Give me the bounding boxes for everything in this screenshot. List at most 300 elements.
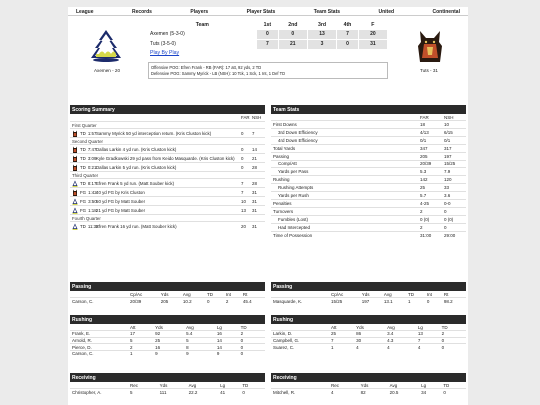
stat-value: 0 (240, 389, 265, 396)
final-score: 31 (358, 39, 387, 49)
stat-col-header: Avg (389, 382, 398, 388)
stat-col-header: Att (130, 324, 136, 330)
play-type: TD (80, 223, 86, 229)
stat-far: 4/13 (418, 128, 442, 136)
table-row (70, 350, 265, 357)
stat-nsh: 197 (442, 152, 466, 160)
team-stat-row (271, 121, 466, 129)
stat-col-header: Avg (383, 291, 392, 297)
linescore-final-header: F (371, 22, 375, 28)
stat-value: 2 (239, 331, 265, 338)
stat-nsh: 0 (0) (442, 215, 466, 223)
stat-value: 5 (128, 337, 153, 344)
stat-col-header: Int (225, 291, 231, 297)
stat-value: 9 (215, 350, 239, 357)
passing-header: Passing (70, 282, 265, 291)
team-stats-col-headers (271, 114, 466, 121)
stat-label: Yards per Rush (271, 192, 418, 200)
play-type: TD (80, 164, 86, 170)
team-stat-row (271, 152, 466, 160)
player-name[interactable]: Suarez, C. (271, 344, 329, 351)
play-type: FG (80, 189, 87, 195)
receiving-header: Receiving (271, 373, 466, 382)
linescore-q2-header: 2nd (288, 22, 298, 28)
stat-value: 1 (329, 344, 354, 351)
scoring-summary-body (70, 114, 265, 230)
play-time (80, 190, 96, 195)
stat-far: 18 (418, 121, 442, 129)
stat-value: 9 (184, 350, 215, 357)
stat-col-header: Rec (130, 382, 139, 388)
col-header-far: FAR (420, 114, 429, 120)
stat-nsh: 3.6 (442, 192, 466, 200)
rushing-table (271, 324, 466, 350)
quarter-score: 3 (307, 39, 336, 49)
score-nsh: 7 (252, 130, 255, 136)
scoreboard (68, 16, 468, 94)
team-stat-row (271, 176, 466, 184)
stat-value: 86 (354, 331, 385, 338)
team-stat-row (271, 223, 466, 231)
stat-value: 0 (440, 344, 466, 351)
stat-col-header: Lg (220, 382, 226, 388)
player-of-game-box (148, 62, 388, 79)
stat-value: 1 (406, 298, 425, 305)
stat-label: Had Intercepted (271, 223, 418, 231)
stat-label: Penalties (271, 200, 418, 208)
play-description: Efren Frank 5 yd run. (Matt Souber kick) (96, 180, 175, 186)
stat-col-header: Rt (242, 291, 248, 297)
linescore-team-header: Team (195, 22, 209, 29)
table-header-row (70, 324, 265, 331)
stat-value: 9 (153, 350, 184, 357)
stat-value: 15/25 (329, 298, 360, 305)
play-time (80, 181, 96, 186)
stat-value: 25 (329, 331, 354, 338)
player-name[interactable]: Masquarde, K. (271, 298, 329, 305)
stat-value: 82 (359, 389, 388, 396)
nav-continental[interactable]: Continental (432, 9, 460, 15)
nav-records[interactable]: Records (131, 9, 152, 15)
stat-value: 10.2 (181, 298, 205, 305)
play-clock: 11:32 (87, 223, 99, 229)
stat-far: 4-25 (418, 200, 442, 208)
team-stat-row (271, 168, 466, 176)
stat-col-header: Cp/Ac (130, 291, 143, 297)
table-row (271, 389, 466, 396)
play-description: 21 yd FG by Matt Souber (96, 207, 146, 213)
receiving-table (271, 382, 466, 395)
play-description: Dallas Larkin 5 yd run. (Kris Cluston kick) (96, 164, 177, 170)
score-nsh: 31 (252, 223, 257, 229)
final-score: 20 (358, 30, 387, 40)
stat-value: 2 (440, 331, 466, 338)
player-col-header (70, 291, 128, 298)
stat-value: 14 (215, 344, 239, 351)
play-time (80, 199, 96, 204)
stat-value: 1 (128, 350, 153, 357)
team-stats (271, 105, 466, 239)
nav-players[interactable]: Players (190, 9, 209, 15)
stat-value: 7 (329, 337, 354, 344)
stat-far: 0 (0) (418, 215, 442, 223)
player-name[interactable]: Mitchell, R. (271, 389, 329, 396)
table-row (271, 331, 466, 338)
stat-far: 20/39 (418, 160, 442, 168)
stat-col-header: Avg (387, 324, 395, 330)
stat-value: 13 (416, 331, 440, 338)
stat-far: 142 (418, 176, 442, 184)
team-stat-row (271, 136, 466, 144)
stat-col-header: TD (408, 291, 414, 297)
score-nsh: 21 (252, 155, 257, 161)
stat-value: 13.1 (382, 298, 406, 305)
quarter-score: 13 (307, 30, 336, 40)
play-type: FG (80, 207, 87, 213)
scoring-summary-header: Scoring Summary (70, 105, 265, 114)
play-clock: 1:57 (87, 130, 97, 136)
stat-value: 4.3 (385, 337, 416, 344)
passing-table (70, 291, 265, 304)
stat-value: 92 (153, 331, 184, 338)
receiving-away (70, 373, 265, 395)
stat-label: Rushing Attempts (271, 184, 418, 192)
away-team-score-label: Axemen - 20 (93, 68, 121, 73)
play-description: Kyle Gradkowski 29 yd pass from Keido Masquarde. (Kris Cluston kick) (96, 155, 235, 161)
stat-label: Comp/Att (271, 160, 418, 168)
play-description: Sammy Myrick 50 yd interception return. (Kris Cluston kick) (96, 130, 212, 136)
play-clock: 8:17 (87, 180, 97, 186)
team-stat-row (271, 160, 466, 168)
player-col-header (271, 324, 329, 331)
score-far: 7 (241, 189, 244, 195)
stat-col-header: Rt (443, 291, 449, 297)
quarter-score: 0 (257, 30, 279, 40)
axemen-icon (72, 198, 78, 205)
stat-value: 5 (128, 389, 158, 396)
play-clock: 3:09 (87, 155, 97, 161)
stat-col-header: Yds (159, 382, 168, 388)
offensive-pog: Offensive POG: Efren Frank - RB (FAR): 17 att, 92 yds, 2 TD (151, 64, 262, 70)
stat-col-header: TD (242, 382, 249, 388)
nav-player-stats[interactable]: Player Stats (246, 9, 276, 15)
tuts-icon (72, 164, 78, 171)
col-header-nsh: NSH (444, 114, 454, 120)
receiving-home (271, 373, 466, 395)
score-far: 20 (241, 223, 246, 229)
stat-far: 5.3 (418, 168, 442, 176)
stat-label: Fumbles (Lost) (271, 215, 418, 223)
team-stat-row (271, 128, 466, 136)
quarter-score: 21 (278, 39, 307, 49)
player-name[interactable]: Frank, E. (70, 331, 128, 338)
scoring-play-row (70, 128, 265, 137)
stat-value: 4 (329, 389, 359, 396)
play-clock: 0:21 (87, 164, 97, 170)
stat-far: 347 (418, 144, 442, 152)
table-row (70, 389, 265, 396)
stat-nsh: 6/15 (442, 128, 466, 136)
defensive-pog: Defensive POG: Sammy Myrick - LB (NSH): 10 Tck, 1 Sck, 1 Int, 1 Def TD (151, 70, 286, 76)
stat-value: 205 (159, 298, 181, 305)
stat-value: 25 (153, 337, 184, 344)
stat-value: 0 (239, 344, 265, 351)
stat-label: Time of Possession (271, 231, 418, 239)
stat-value: 98.2 (442, 298, 466, 305)
table-header-row (271, 291, 466, 298)
stat-value: 5.4 (184, 331, 215, 338)
col-header-nsh: NSH (252, 115, 262, 120)
score-far: 0 (241, 146, 244, 152)
play-type: FG (80, 198, 87, 204)
nav-united[interactable]: United (378, 9, 395, 15)
stat-label: 3rd Down Efficiency (271, 128, 418, 136)
scoring-play-row (70, 153, 265, 162)
score-far: 0 (241, 130, 244, 136)
linescore-row-home (148, 39, 388, 49)
score-nsh: 31 (252, 189, 257, 195)
table-row (271, 337, 466, 344)
scoring-play-row (70, 144, 265, 153)
stat-far: 25 (418, 184, 442, 192)
table-row (70, 298, 265, 305)
passing-table (271, 291, 466, 304)
player-name[interactable]: Campbell, G. (271, 337, 329, 344)
table-row (70, 331, 265, 338)
scoring-play-row (70, 187, 265, 196)
rushing-header: Rushing (271, 315, 466, 324)
stat-nsh: 33 (442, 184, 466, 192)
linescore-q1-header: 1st (263, 22, 272, 28)
stat-nsh: 0-0 (442, 200, 466, 208)
stat-value: 0 (239, 350, 265, 357)
stat-far: 5.7 (418, 192, 442, 200)
passing-home (271, 282, 466, 304)
scoring-col-headers (70, 114, 265, 121)
team-stat-row (271, 231, 466, 239)
stat-far: 205 (418, 152, 442, 160)
table-row (271, 344, 466, 351)
stat-col-header: Yds (155, 324, 163, 330)
stat-nsh: 29:00 (442, 231, 466, 239)
play-time (80, 147, 96, 152)
table-header-row (271, 324, 466, 331)
stat-value: 2 (128, 344, 153, 351)
stat-col-header: TD (441, 324, 448, 330)
quarter-score: 7 (257, 39, 279, 49)
stat-nsh: 15/25 (442, 160, 466, 168)
player-name[interactable]: Carson, C. (70, 298, 128, 305)
quarter-score: 0 (278, 30, 307, 40)
quarter-label: Fourth Quarter (70, 214, 265, 221)
stat-value: 7 (416, 337, 440, 344)
stat-value: 0 (425, 298, 442, 305)
stat-far: 0/1 (418, 136, 442, 144)
stat-col-header: Lg (417, 324, 423, 330)
col-header-far: FAR (241, 115, 250, 120)
stat-col-header: Cp/Ac (331, 291, 344, 297)
boxscore-page (68, 7, 468, 405)
play-time (80, 223, 99, 229)
score-far: 0 (241, 164, 244, 170)
score-nsh: 28 (252, 180, 257, 186)
tuts-logo (412, 28, 448, 64)
score-far: 13 (241, 207, 246, 213)
axemen-icon (72, 223, 78, 230)
scoring-play-row (70, 196, 265, 205)
play-clock: 7:47 (87, 146, 97, 152)
stat-nsh: 0 (442, 207, 466, 215)
play-description: 40 yd FG by Kris Cluston (96, 189, 145, 195)
stat-value: 0 (440, 337, 466, 344)
team-stat-row (271, 184, 466, 192)
play-description: Dallas Larkin 4 yd run. (Kris Cluston kick) (96, 146, 177, 152)
team-stat-row (271, 207, 466, 215)
axemen-icon (72, 180, 78, 187)
top-nav (68, 7, 468, 16)
linescore-row-away (148, 30, 388, 40)
nav-team-stats[interactable]: Team Stats (313, 9, 341, 15)
player-name[interactable]: Christopher, A. (70, 389, 128, 396)
stat-col-header: Int (426, 291, 432, 297)
table-header-row (70, 291, 265, 298)
quarter-label: Second Quarter (70, 137, 265, 144)
team-stats-table (271, 114, 466, 239)
stat-value: 0 (205, 298, 224, 305)
stat-nsh: 0 (442, 223, 466, 231)
stat-value: 14 (215, 337, 239, 344)
stat-far: 2 (418, 207, 442, 215)
stat-nsh: 7.9 (442, 168, 466, 176)
rushing-away (70, 315, 265, 357)
score-nsh: 31 (252, 198, 257, 204)
scoring-play-row (70, 205, 265, 214)
stat-col-header: TD (207, 291, 213, 297)
play-description: 50 yd FG by Matt Souber (96, 198, 146, 204)
passing-away (70, 282, 265, 304)
play-type: TD (80, 180, 86, 186)
linescore (148, 21, 388, 50)
play-time (80, 156, 96, 161)
player-name[interactable]: Pierce, D. (70, 344, 128, 351)
nav-league[interactable]: League (76, 9, 94, 15)
stat-col-header: Avg (186, 324, 194, 330)
axemen-logo (88, 28, 124, 64)
stat-label: Passing (271, 152, 418, 160)
stat-col-header: Avg (182, 291, 191, 297)
team-stat-row (271, 144, 466, 152)
stat-label: Yards per Pass (271, 168, 418, 176)
stat-label: 4rd Down Efficiency (271, 136, 418, 144)
team-name[interactable]: Axemen (5-3-0) (150, 31, 185, 38)
stat-value: 2 (224, 298, 241, 305)
stat-col-header: Att (331, 324, 337, 330)
player-col-header (70, 324, 128, 331)
stat-value: 4 (354, 344, 385, 351)
stat-value: 197 (360, 298, 382, 305)
play-clock: 1:18 (88, 207, 97, 213)
stat-value: 16 (215, 331, 239, 338)
score-nsh: 28 (252, 164, 257, 170)
passing-header: Passing (271, 282, 466, 291)
stat-label: Rushing (271, 176, 418, 184)
table-row (70, 344, 265, 351)
table-header-row (70, 382, 265, 389)
player-name[interactable]: Carson, C. (70, 350, 128, 357)
stat-col-header: Yds (361, 291, 370, 297)
scoring-play-row (70, 162, 265, 171)
stat-value: 17 (128, 331, 153, 338)
stat-label: First Downs (271, 121, 418, 129)
play-time (80, 165, 96, 170)
team-stats-header: Team Stats (271, 105, 466, 114)
stat-value: 45.4 (241, 298, 265, 305)
score-far: 7 (241, 180, 244, 186)
scoring-play-row (70, 178, 265, 187)
table-header-row (271, 382, 466, 389)
player-name[interactable]: Larkin, D. (271, 331, 329, 338)
table-row (70, 337, 265, 344)
stat-col-header: TD (443, 382, 450, 388)
stat-col-header: Rec (331, 382, 340, 388)
stat-col-header: Lg (421, 382, 427, 388)
player-col-header (70, 382, 128, 389)
stat-value: 20.5 (388, 389, 419, 396)
rushing-home (271, 315, 466, 350)
stat-nsh: 120 (442, 176, 466, 184)
team-stat-row (271, 200, 466, 208)
play-clock: 3:50 (88, 198, 97, 204)
stat-col-header: Avg (188, 382, 197, 388)
receiving-table (70, 382, 265, 395)
stat-far: 2 (418, 223, 442, 231)
play-time (80, 208, 96, 213)
stat-value: 0 (441, 389, 466, 396)
player-col-header (271, 382, 329, 389)
stat-value: 5 (184, 337, 215, 344)
quarter-label: Third Quarter (70, 171, 265, 178)
team-stat-row (271, 215, 466, 223)
stat-value: 4 (385, 344, 416, 351)
stat-value: 34 (419, 389, 441, 396)
score-nsh: 14 (252, 146, 257, 152)
play-clock: 1:42 (88, 189, 97, 195)
stat-col-header: Yds (360, 382, 369, 388)
stat-value: 20/39 (128, 298, 159, 305)
play-by-play-link[interactable]: Play By Play (150, 50, 180, 56)
scoring-play-row (70, 221, 265, 230)
tuts-icon (72, 189, 78, 196)
stat-value: 111 (158, 389, 187, 396)
tuts-icon (72, 130, 78, 137)
team-stat-row (271, 192, 466, 200)
table-row (271, 298, 466, 305)
stat-value: 3.4 (385, 331, 416, 338)
play-type: TD (80, 130, 86, 136)
stat-value: 4 (416, 344, 440, 351)
stat-col-header: TD (240, 324, 247, 330)
tuts-icon (72, 155, 78, 162)
rushing-table (70, 324, 265, 357)
stat-value: 22.2 (187, 389, 218, 396)
quarter-score: 0 (337, 39, 359, 49)
team-name[interactable]: Tuts (3-5-0) (150, 41, 176, 48)
receiving-header: Receiving (70, 373, 265, 382)
spacer (271, 114, 418, 121)
player-name[interactable]: Arnold, R. (70, 337, 128, 344)
stat-col-header: Yds (160, 291, 169, 297)
stat-col-header: Yds (356, 324, 364, 330)
